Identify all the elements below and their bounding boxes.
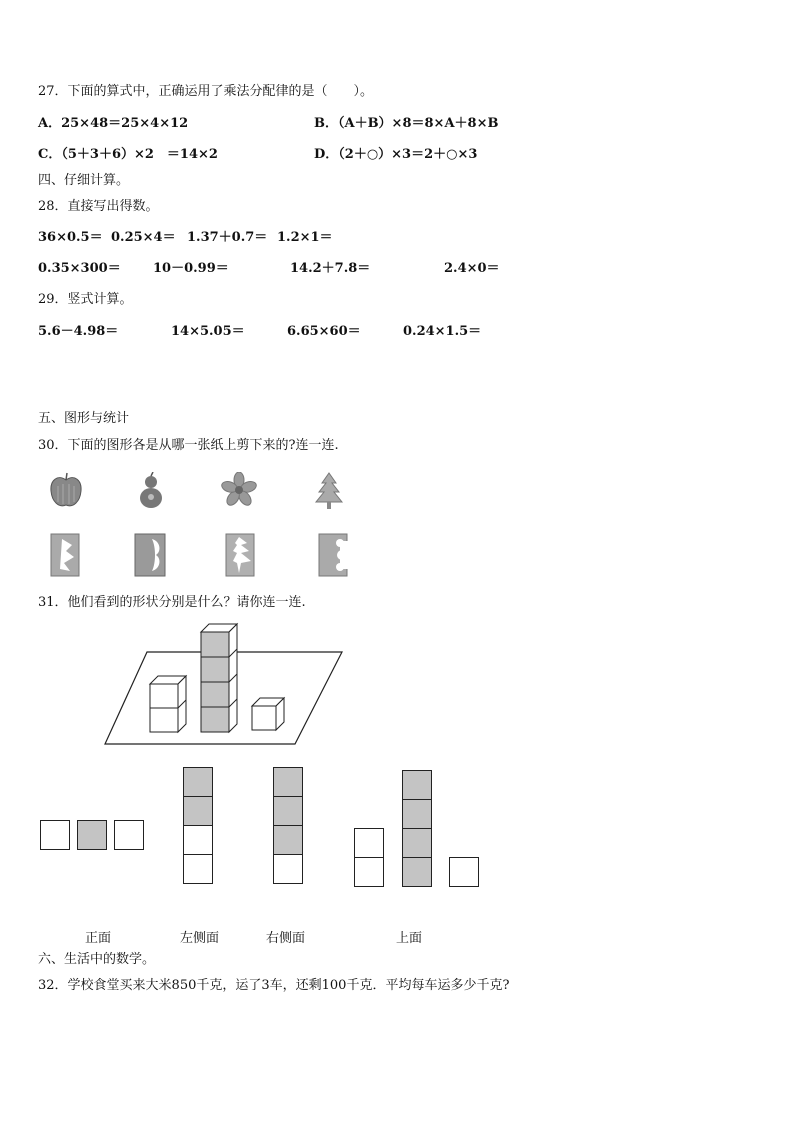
view-cell — [77, 820, 107, 850]
q29-stem: 29．竖式计算。 — [38, 292, 133, 307]
paper-cutout-4 — [318, 533, 348, 577]
q28-stem: 28．直接写出得数。 — [38, 199, 159, 214]
view-cell — [183, 767, 213, 797]
apple-icon — [48, 472, 84, 510]
q27-option-a: A．25×48＝25×4×12 — [38, 116, 189, 131]
view-option-4 — [354, 770, 480, 888]
view-cell — [183, 854, 213, 884]
q28-item: 36×0.5＝ — [38, 230, 103, 245]
q29-item: 14×5.05＝ — [171, 324, 245, 339]
q32-stem: 32．学校食堂买来大米850千克，运了3车，还剩100千克．平均每车运多少千克? — [38, 978, 510, 993]
flower-icon — [221, 472, 257, 508]
view-cell — [273, 767, 303, 797]
view-label-right: 右侧面 — [266, 931, 306, 946]
q29-item: 5.6－4.98＝ — [38, 324, 119, 339]
view-cell — [273, 854, 303, 884]
view-cell — [273, 825, 303, 855]
view-cell — [402, 770, 432, 800]
q28-item: 1.37＋0.7＝ — [187, 230, 268, 245]
q30-stem: 30．下面的图形各是从哪一张纸上剪下来的?连一连. — [38, 438, 339, 453]
paper-cutout-3 — [225, 533, 255, 577]
gourd-icon — [136, 472, 166, 510]
view-option-2 — [183, 767, 213, 887]
q29-item: 0.24×1.5＝ — [403, 324, 482, 339]
section6-heading: 六、生活中的数学。 — [38, 952, 156, 967]
cube-arrangement-diagram — [100, 622, 350, 752]
view-cell — [354, 828, 384, 858]
view-option-3 — [273, 767, 303, 887]
q27-option-b: B．（A＋B）×8＝8×A＋8×B — [314, 116, 499, 131]
view-cell — [354, 857, 384, 887]
paper-cutout-2 — [134, 533, 166, 577]
q31-stem: 31．他们看到的形状分别是什么？请你连一连. — [38, 595, 306, 610]
q28-item: 1.2×1＝ — [277, 230, 333, 245]
paper-cutout-1 — [50, 533, 80, 577]
q29-item: 6.65×60＝ — [287, 324, 361, 339]
section5-heading: 五、图形与统计 — [38, 411, 130, 426]
q27-stem: 27．下面的算式中，正确运用了乘法分配律的是（ ）。 — [38, 84, 374, 99]
view-label-top: 上面 — [396, 931, 423, 946]
view-cell — [402, 828, 432, 858]
q28-item: 14.2＋7.8＝ — [290, 261, 371, 276]
view-label-front: 正面 — [85, 931, 112, 946]
q28-item: 2.4×0＝ — [444, 261, 500, 276]
q28-item: 0.35×300＝ — [38, 261, 121, 276]
q27-option-c: C．（5＋3＋6）×2 ＝14×2 — [38, 147, 218, 162]
view-cell — [114, 820, 144, 850]
view-cell — [40, 820, 70, 850]
view-label-left: 左侧面 — [180, 931, 220, 946]
view-cell — [449, 857, 479, 887]
view-cell — [402, 857, 432, 887]
view-cell — [273, 796, 303, 826]
q27-option-d: D．（2＋○）×3＝2＋○×3 — [314, 147, 478, 162]
view-option-1 — [40, 820, 150, 852]
tree-icon — [314, 472, 344, 510]
view-cell — [183, 825, 213, 855]
section4-heading: 四、仔细计算。 — [38, 173, 130, 188]
q28-item: 0.25×4＝ — [111, 230, 176, 245]
view-cell — [402, 799, 432, 829]
view-cell — [183, 796, 213, 826]
q28-item: 10－0.99＝ — [153, 261, 229, 276]
